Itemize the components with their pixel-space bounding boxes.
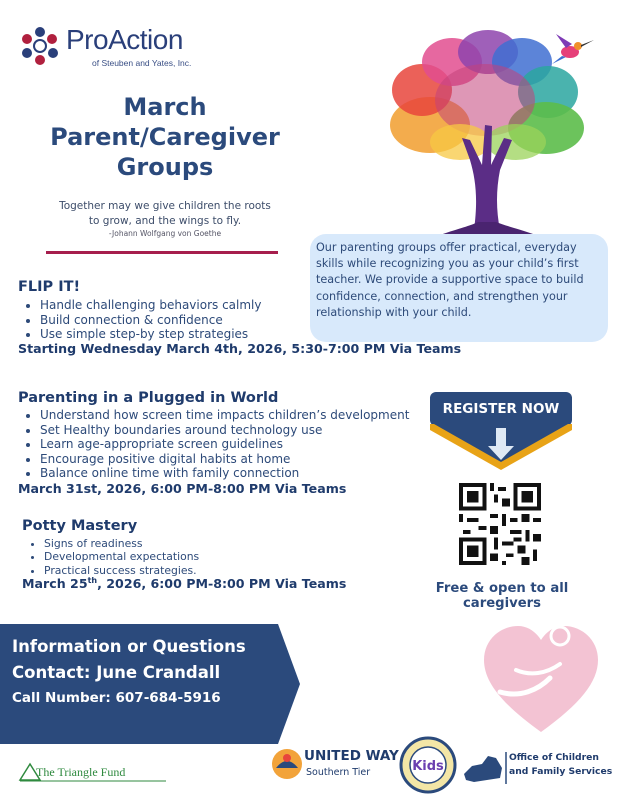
plugged-date: March 31st, 2026, 6:00 PM-8:00 PM Via Teams: [18, 481, 347, 496]
ocfs-name-1: Office of Children: [509, 752, 599, 763]
divider: [46, 251, 278, 254]
list-item: • Learn age-appropriate screen guidelines: [40, 437, 418, 452]
plugged-heading: Parenting in a Plugged in World: [18, 390, 279, 406]
contact-name: Contact: June Crandall: [12, 663, 221, 682]
proaction-logo: [18, 20, 228, 80]
flip-it-section: [18, 279, 418, 342]
plugged-section: [18, 390, 418, 481]
potty-date-prefix: March 25: [22, 576, 88, 592]
quote: [30, 199, 300, 229]
list-item: • Practical success strategies.: [44, 564, 322, 577]
contact-phone[interactable]: Call Number: 607-684-5916: [12, 690, 221, 706]
register-arrow-icon: [430, 424, 572, 472]
title-line-1: March: [123, 93, 207, 121]
potty-date: [22, 576, 346, 591]
qr-code[interactable]: [459, 483, 541, 565]
intro-text: Our parenting groups offer practical, everyday skills while recognizing you as your child’s first teacher. We provide a supportive space to build confidence, connection, and strengthen your relationship with your child.: [316, 241, 584, 319]
plugged-list: [18, 408, 418, 481]
logo-name: ProAction: [66, 24, 183, 55]
free-tagline: Free & open to all caregivers: [435, 581, 569, 611]
potty-section: [22, 518, 322, 577]
list-item: • Understand how screen time impacts children’s development: [40, 408, 418, 423]
tree-trunk: [462, 125, 512, 230]
heart-hug-icon: [480, 620, 602, 738]
list-item: • Use simple step-by step strategies: [40, 327, 418, 342]
flip-it-heading: FLIP IT!: [18, 279, 81, 295]
quote-line-2: to grow, and the wings to fly.: [88, 215, 242, 227]
potty-heading: Potty Mastery: [22, 518, 138, 534]
logo-subtitle: of Steuben and Yates, Inc.: [92, 58, 192, 68]
united-way-region: Southern Tier: [306, 767, 371, 778]
list-item: • Balance online time with family connection: [40, 466, 418, 481]
title-line-3: Groups: [116, 153, 214, 181]
list-item: • Developmental expectations: [44, 550, 322, 563]
potty-list: [22, 537, 322, 577]
title-line-2: Parent/Caregiver: [50, 123, 280, 151]
flip-it-date: Starting Wednesday March 4th, 2026, 5:30-7:00 PM Via Teams: [18, 341, 462, 356]
list-item: • Set Healthy boundaries around technology use: [40, 423, 418, 438]
potty-date-sup: th: [87, 576, 98, 585]
list-item: • Signs of readiness: [44, 537, 322, 550]
register-now-button[interactable]: REGISTER NOW: [430, 392, 572, 426]
list-item: • Build connection & confidence: [40, 313, 418, 328]
list-item: • Encourage positive digital habits at home: [40, 452, 418, 467]
quote-author: -Johann Wolfgang von Goethe: [108, 229, 222, 238]
tree-illustration: [370, 30, 600, 240]
ocfs-name-2: and Family Services: [509, 766, 613, 777]
kids-on-track-logo: [399, 736, 457, 794]
potty-date-suffix: , 2026, 6:00 PM-8:00 PM Via Teams: [97, 576, 347, 592]
kids-logo-text: Kids: [412, 759, 444, 774]
quote-line-1: Together may we give children the roots: [59, 200, 271, 212]
united-way-name: UNITED WAY: [304, 748, 399, 764]
flip-it-list: [18, 298, 418, 342]
contact-heading: Information or Questions: [12, 637, 246, 656]
list-item: • Handle challenging behaviors calmly: [40, 298, 418, 313]
page-title: [30, 92, 300, 182]
triangle-fund-name: The Triangle Fund: [36, 765, 126, 779]
hummingbird-icon: [552, 34, 594, 64]
people-circle-icon: [18, 24, 62, 68]
